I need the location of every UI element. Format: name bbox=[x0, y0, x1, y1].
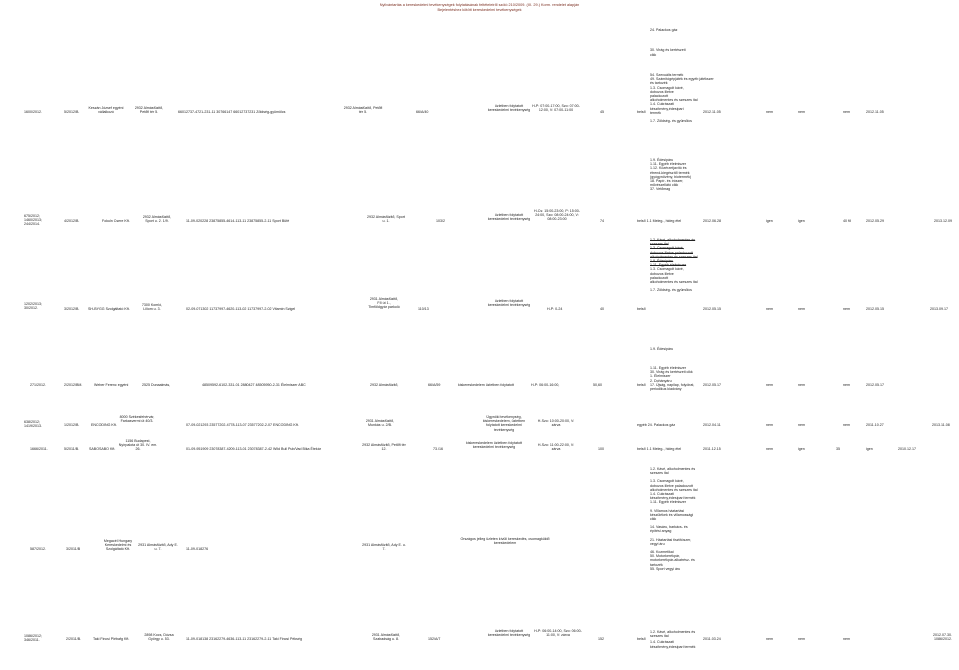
trade-type: belső bbox=[637, 637, 646, 641]
flag-3: 35 bbox=[836, 447, 840, 451]
document-title: Nyilvántartás a kereskedelmi tevékenységek folytatásának feltételeiről szóló 210/2009. (IX. 29.) Korm. rendelet alapján bbox=[379, 3, 580, 7]
flag-1: nem bbox=[766, 110, 773, 114]
date-started: igen bbox=[866, 447, 873, 451]
trader-name: Megacél Hungary Kereskedelmi és Szolgáltató Kft. bbox=[103, 539, 133, 552]
trade-type: belső 1.1 Meleg-, hideg étel bbox=[637, 447, 682, 451]
trade-type: belső bbox=[637, 110, 646, 114]
registration-ids: 02-09-071302 11737997-4620-113-02 11737997-2-02 Vitamin Szigel bbox=[186, 307, 296, 311]
site-address: 2932 Almásfüzitő, Sport u. 1. bbox=[367, 215, 405, 224]
flag-3: 40 fő bbox=[843, 219, 851, 223]
goods-list bbox=[650, 238, 698, 292]
trader-name: Keszán József egyéni vállalkozó bbox=[88, 106, 124, 115]
goods-item: 1.7. Zöldség- és gyümölcs bbox=[650, 119, 692, 124]
flag-2: nem bbox=[798, 423, 805, 427]
flag-1: nem bbox=[766, 423, 773, 427]
goods-list bbox=[650, 630, 698, 649]
date-notified: 2011.12.15 bbox=[703, 447, 721, 451]
reg-number: 638/2012; 1419/2013. bbox=[24, 420, 42, 429]
date-started: 2011.10.27 bbox=[866, 423, 884, 427]
goods-list bbox=[650, 158, 698, 192]
goods-item: alkoholmentes és szeszes ital bbox=[650, 280, 698, 285]
date-started: 2012.11.05 bbox=[866, 110, 884, 114]
trader-address: 2931 Almásfüzitő, Ady E. u. 7. bbox=[138, 543, 178, 552]
flag-2: igen bbox=[798, 219, 805, 223]
goods-item: 1.3. Csomagolt kávé, dobozos illetve palackozott alkoholmentes és szeszes ital bbox=[650, 479, 698, 492]
flag-3: nem bbox=[843, 307, 850, 311]
date-started: 2012.05.17 bbox=[866, 383, 884, 387]
flag-2: nem bbox=[798, 307, 805, 311]
goods-item: 1.4. Cukrászati készítmény,édesipari termék bbox=[650, 492, 696, 501]
flag-3: nem bbox=[843, 637, 850, 641]
goods-item: termék bbox=[650, 110, 661, 115]
site-address: 2931 Almásfüzitő, Fő út 1., Timföldgyár parkoló bbox=[368, 297, 400, 310]
record-number: 1/2012/B. bbox=[64, 423, 80, 427]
reg-number: 675/2012; 1460/2013; 244/2014. bbox=[24, 214, 42, 227]
goods-item: készítmény,édesipari bbox=[650, 106, 684, 111]
goods-item: alkoholmentes és szeszes ital bbox=[650, 98, 698, 103]
goods-list bbox=[650, 467, 698, 571]
date-started: 2012.05.29 bbox=[866, 219, 884, 223]
goods-item: 1.2. Kávé, alkoholmentes és szeszes ital bbox=[650, 238, 696, 247]
record-number: 2/2011/B. bbox=[66, 637, 82, 641]
goods-item: 1.12. Közérzetjavító és étrend-kiegészítő termék (gyógynövény, biotermék) bbox=[650, 166, 692, 179]
trader-name: Weber Ferenc egyéni bbox=[94, 383, 129, 387]
trader-address: 2898 Kocs, Dózsa György u. 53. bbox=[144, 633, 174, 642]
trade-type: belső bbox=[637, 307, 646, 311]
goods-item: 1.3. Csomagolt kávé, dobozos illetve palackozott alkoholmentes és szeszes ital bbox=[650, 246, 698, 259]
reg-number: 1600/2012. bbox=[24, 110, 42, 114]
goods-item: 1.4. Cukrászati bbox=[650, 102, 674, 107]
trader-name: ENCODING Kft. bbox=[91, 423, 117, 427]
flag-1: nem bbox=[766, 447, 773, 451]
trade-form: üzletben folytatott kereskedelmi tevékenység bbox=[487, 213, 531, 222]
goods-item: 30. Virág és kertészeti cikk bbox=[650, 370, 693, 375]
reg-number: 1086/2012; 346/2011. bbox=[24, 634, 42, 643]
lot-number: 110/13 bbox=[418, 307, 429, 311]
opening-hours: H-P: 07:00-17:00, Szo: 07:00-12:00, V: 07:00-11:00 bbox=[532, 104, 580, 113]
trader-address: 2932 Almásfüzitő, Petőfi tér 5. bbox=[134, 106, 164, 115]
registration-ids: 11-09-020228 23875855-4614-113-11 23875855-2-11 Sport Büfé bbox=[186, 219, 290, 223]
date-ended: 2013.12.09 bbox=[934, 219, 952, 223]
goods-item: 37. Vetőmag bbox=[650, 187, 671, 192]
opening-hours: H-P: 0-24 bbox=[547, 307, 563, 311]
floor-area: 50,60 bbox=[593, 383, 602, 387]
flag-3: nem bbox=[843, 423, 850, 427]
goods-item: 46. Kozmetikai bbox=[650, 550, 674, 555]
date-notified: 2012.11.05 bbox=[703, 110, 721, 114]
date-ended: 2012.07.30. 1086/2012. bbox=[933, 633, 952, 642]
registration-ids: 07-09-021293 23577202-4778-113-07 23577202-2-07 ENCODING Kft. bbox=[186, 423, 299, 427]
date-notified: 2011.03.24 bbox=[703, 637, 721, 641]
goods-item: dobozos illetve bbox=[650, 89, 674, 94]
goods-item: 1.11. Egyéb élelmiszer bbox=[650, 263, 687, 268]
site-address: 2931 Almásfüzitő, Ady E. u. 7. bbox=[362, 543, 406, 552]
opening-hours: H-P: 06:00-14:00, Szo: 06:00-11:00, V: zárva bbox=[534, 629, 582, 638]
site-address: 2932 Almásfüzitő, Petőfi tér 12. bbox=[362, 443, 406, 452]
date-notified: 2012.06.28 bbox=[703, 219, 721, 223]
goods-item: 1.2. Kávé, alkoholmentes és szeszes ital bbox=[650, 630, 696, 639]
flag-3: nem bbox=[843, 383, 850, 387]
date-ended: 2013.09.17 bbox=[930, 307, 948, 311]
goods-list bbox=[650, 366, 698, 391]
opening-hours: H-Cs: 15:00-23:00, P: 15:00-24:00, Szo: 08:00-24:00, V: 08:00-23:00 bbox=[534, 209, 580, 222]
goods-item: 55. Sport vegyi áru bbox=[650, 566, 681, 571]
flag-2: nem bbox=[798, 637, 805, 641]
date-ended: 2013.11.08 bbox=[932, 423, 950, 427]
goods-item: 1.11. Egyéb élelmiszer bbox=[650, 162, 687, 167]
goods-item: 1.2. Kávé, alkoholmentes és szeszes ital bbox=[650, 467, 696, 476]
goods-item: 1.9. Édesipáru bbox=[650, 347, 674, 351]
lot-number: 73./16 bbox=[433, 447, 443, 451]
trade-form: Országos jelleg üzleten kívüli kereskedés, csomagküldő kereskedelem bbox=[460, 537, 550, 546]
site-address: 2932 Almásfüzitő, bbox=[370, 383, 399, 387]
record-number: 5/2012/B. bbox=[64, 110, 80, 114]
goods-item: 49. Számítógépjáték és egyéb játékszer bbox=[650, 77, 714, 82]
flag-2: igen bbox=[798, 447, 805, 451]
reg-number: 271/2012. bbox=[30, 383, 46, 387]
trader-name: SH-BYGG Szolgáltató Kft. bbox=[88, 307, 130, 311]
goods-item: 21. Háztartási tisztítószer, vegyi áru bbox=[650, 537, 692, 546]
trade-type: belső bbox=[637, 383, 646, 387]
goods-item: 30. Virág és kertészeti bbox=[650, 48, 686, 52]
date-notified: 2012.05.17 bbox=[703, 383, 721, 387]
opening-hours: H-P: 06:00-16:00, bbox=[531, 383, 560, 387]
site-address: 2932 Almásfüzitő, Petőfi tér 5. bbox=[343, 106, 383, 115]
goods-item: 9. Villamos háztartási készülékek és villamossági cikk bbox=[650, 508, 694, 522]
flag-1: igen bbox=[766, 219, 773, 223]
flag-2: nem bbox=[798, 110, 805, 114]
lot-number: 103/2 bbox=[436, 219, 445, 223]
site-address: 2931 Almásfüzitő, Szabadság u. 8. bbox=[371, 633, 401, 642]
goods-item: 2. Dohányáru bbox=[650, 378, 672, 383]
trade-form: Ügynöki tevékenység, kiskereskedelem, üzletben folytatott kereskedelmi tevékenység bbox=[482, 415, 526, 432]
lot-number: 152/A/7 bbox=[428, 637, 441, 641]
goods-list bbox=[650, 73, 714, 123]
reg-number: 1202/2013; 30/2012. bbox=[24, 302, 42, 311]
flag-2: nem bbox=[798, 383, 805, 387]
goods-item: 14. Vasáru, barkács- és építési anyag bbox=[650, 525, 688, 534]
goods-item: dobozos illetve bbox=[650, 271, 674, 276]
goods-item: 1.4. Cukrászati készítmény,édesipari termék bbox=[650, 640, 696, 649]
goods-item: palackozott bbox=[650, 275, 669, 280]
trader-address: 2932 Almásfüzitő, Sport u. 2. 1/9. bbox=[142, 215, 172, 224]
floor-area: 152 bbox=[598, 637, 604, 641]
goods-item: 1. Élelmiszer bbox=[650, 374, 671, 379]
registration-ids: 11-09-018138 23162279-4636-113-11 23162279-2-11 Taki Fincsi Pékség bbox=[186, 637, 302, 641]
record-number: 4/2012/B. bbox=[64, 219, 80, 223]
trade-form: kiskereskedelem üzletben folytatott kereskedelmi tevékenység bbox=[466, 441, 522, 450]
trader-address: 1156 Budapest, Nyírpalota út 30. IV. em. 26. bbox=[118, 439, 158, 452]
goods-item: 1.11. Egyéb élelmiszer bbox=[650, 366, 687, 370]
flag-1: nem bbox=[766, 637, 773, 641]
flag-1: nem bbox=[766, 383, 773, 387]
goods-item: 24. Palackos gáz bbox=[650, 28, 678, 32]
record-number: 3/2012/B. bbox=[64, 307, 80, 311]
date-notified: 2012.04.11 bbox=[703, 423, 721, 427]
lot-number: 66/A/40 bbox=[416, 110, 429, 114]
flag-1: nem bbox=[766, 307, 773, 311]
trader-address: 2525 Dunaalmás, bbox=[142, 383, 171, 387]
trade-form: üzletben folytatott kereskedelmi tevékenység bbox=[487, 104, 531, 113]
date-started: 2012.05.15 bbox=[866, 307, 884, 311]
opening-hours: H-Szo: 10:00-20:00, V: zárva bbox=[537, 419, 575, 428]
floor-area: 74 bbox=[600, 219, 604, 223]
goods-item: 1.9. Édesipáru bbox=[650, 158, 674, 162]
reg-number: 587/2012. bbox=[30, 547, 46, 551]
registration-ids: 11-09-018276 bbox=[186, 547, 209, 551]
goods-item: 54. Szexuális termék bbox=[650, 73, 684, 77]
record-number: 2/2012/BM. bbox=[64, 383, 83, 387]
trade-type: belső 1.1 Meleg-, hideg étel bbox=[637, 219, 682, 223]
trader-name: SABOSABO Kft. bbox=[89, 447, 116, 451]
goods-item: 17. Újság, napilap, folyóirat, periodikus kiadvány bbox=[650, 382, 695, 392]
trade-form: kiskereskedelem üzletben folytatott bbox=[458, 383, 514, 387]
goods-item: 1.11. Egyéb élelmiszer bbox=[650, 500, 687, 505]
trader-address: 7300 Komló, Liliom u. 3. bbox=[141, 303, 163, 312]
document-subtitle: Bejelentéshez kötött kereskedelmi tevékenységek bbox=[437, 8, 522, 12]
goods-item: 50. Motorkerékpár, motorkerékpár-alkatrész- és tartozék bbox=[650, 554, 695, 567]
trade-type: egyéb 24. Palackos gáz bbox=[637, 423, 676, 427]
goods-item: 18. Papír- és írószer, művészellátó cikk bbox=[650, 179, 684, 188]
record-number: 3/2011/B bbox=[66, 547, 81, 551]
registration-ids: 66012737-4721-231-11 30766147 66012737231 Zöldség-gyümölcs bbox=[178, 110, 286, 114]
goods-item: és tartozék bbox=[650, 81, 668, 86]
floor-area: 100 bbox=[598, 447, 604, 451]
trade-form: üzletben folytatott kereskedelmi tevékenység bbox=[487, 299, 531, 308]
goods-item: 1.9. Édesipáru bbox=[650, 259, 674, 264]
goods-item: 1.3. Csomagolt kávé, bbox=[650, 85, 684, 90]
date-ended: 2010.12.17 bbox=[898, 447, 916, 451]
goods-item: 1.3. Csomagolt kávé, bbox=[650, 267, 684, 272]
goods-item: 1.7. Zöldség- és gyümölcs bbox=[650, 288, 692, 293]
site-address: 2931 Almásfüzitő, Munkás u. 2/B. bbox=[365, 419, 395, 428]
trader-name: Fokuln Csere Kft. bbox=[102, 219, 130, 223]
floor-area: 45 bbox=[600, 110, 604, 114]
date-notified: 2012.05.15 bbox=[703, 307, 721, 311]
lot-number: 66/A/59 bbox=[428, 383, 441, 387]
goods-item: cikk bbox=[650, 53, 657, 57]
trader-address: 8000 Székesfehérvár, Farkasvermi út 40/3. bbox=[119, 415, 155, 424]
trader-name: Taki Fincsi Plébafg Kft. bbox=[93, 637, 130, 641]
reg-number: 1666/2011. bbox=[30, 447, 48, 451]
floor-area: 40 bbox=[600, 307, 604, 311]
record-number: 5/2011/B. bbox=[64, 447, 80, 451]
goods-item: palackozott bbox=[650, 94, 669, 99]
registration-ids: 01-09-951909 23078387-4209-113-01 23078387-2-42 Wild Bull Pub/Vad Bika Étekár bbox=[186, 447, 321, 451]
flag-3: nem bbox=[843, 110, 850, 114]
opening-hours: H-Szo: 11:00-22:00, V: zárva bbox=[537, 443, 575, 452]
trade-form: üzletben folytatott kereskedelmi tevékenység bbox=[487, 629, 531, 638]
registration-ids: 48509592-6102-331-01 2880427 48505950-2-31 Élelmiszer ABC bbox=[202, 383, 306, 387]
